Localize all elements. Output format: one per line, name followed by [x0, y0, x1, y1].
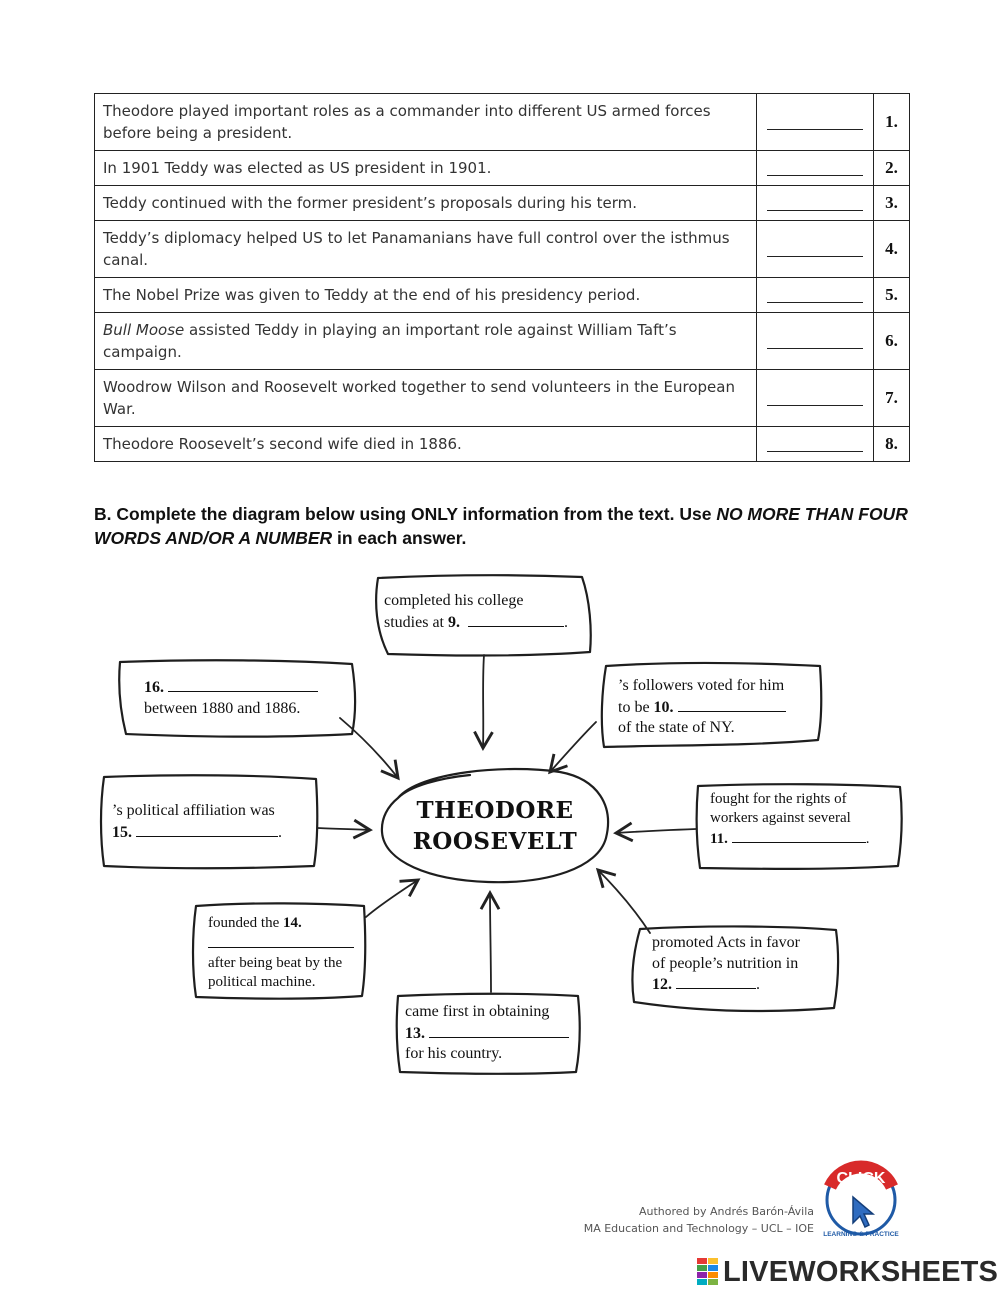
box-10-line-2: to be [618, 698, 654, 716]
arrow-from-box-9 [483, 655, 484, 748]
box-12-line-2: of people’s nutrition in [652, 954, 799, 972]
question-number: 6. [874, 313, 910, 370]
box-10-line-1: ’s followers voted for him [618, 677, 785, 694]
answer-14-blank[interactable] [208, 933, 354, 948]
question-16-number: 16. [144, 679, 164, 696]
liveworksheets-brand [697, 1255, 998, 1289]
statement-body: Teddy’s diplomacy helped US to let Panamanians have full control over the isthmus canal. [103, 229, 730, 269]
statement-italic: Bull Moose [103, 321, 185, 339]
box-12-end: . [756, 976, 760, 993]
statement-body: Teddy continued with the former president’s proposals during his term. [103, 194, 638, 212]
section-b-emphasis: NO MORE THAN FOUR WORDS AND/OR A NUMBER [94, 504, 908, 548]
arrow-from-box-11 [616, 829, 696, 833]
click-logo-subtitle: LEARNING & PRACTICE [823, 1231, 899, 1238]
box-9-line-1: completed his college [384, 592, 524, 609]
author-name: Authored by Andrés Barón-Ávila [638, 1205, 814, 1218]
box-11-line-2: workers against several [710, 810, 851, 826]
box-15 [112, 801, 282, 843]
question-number: 4. [874, 221, 910, 278]
box-12 [652, 933, 800, 996]
section-b-text-2: in each answer. [332, 528, 467, 548]
box-14-line-3: after being beat by the [208, 955, 343, 971]
answer-10-blank[interactable] [678, 697, 786, 712]
center-title-line-1: THEODORE [416, 797, 574, 824]
answer-12-blank[interactable] [676, 974, 756, 989]
author-degree: MA Education and Technology – UCL – IOE [583, 1222, 814, 1235]
arrow-from-box-10 [550, 722, 596, 772]
question-10-number: 10. [653, 698, 674, 716]
section-b-text-1: B. Complete the diagram below using ONLY information from the text. Use [94, 504, 717, 524]
arrow-from-box-16 [340, 718, 398, 778]
question-number: 8. [874, 427, 910, 462]
statement-body: Theodore Roosevelt’s second wife died in 1886. [103, 435, 462, 453]
liveworksheets-logo-icon [697, 1257, 719, 1287]
box-15-line-1: ’s political affiliation was [112, 802, 275, 819]
center-title-line-2: ROOSEVELT [412, 828, 578, 855]
answer-11-blank[interactable] [732, 828, 866, 843]
question-number: 5. [874, 278, 910, 313]
box-15-end: . [278, 823, 282, 841]
statement-body: In 1901 Teddy was elected as US president in 1901. [103, 159, 492, 177]
box-13-line-1: came first in obtaining [405, 1003, 550, 1020]
box-13-line-3: for his country. [405, 1045, 503, 1062]
statement-body: Theodore played important roles as a commander into different US armed forces before being a president. [103, 102, 711, 142]
box-11-line-1: fought for the rights of [710, 791, 847, 807]
question-number: 1. [874, 94, 910, 151]
click-logo-word: CLICK [836, 1170, 886, 1187]
author-credit [584, 1203, 814, 1237]
arrow-from-box-14 [366, 880, 418, 917]
answer-9-blank[interactable] [468, 612, 564, 627]
click-learning-logo [820, 1157, 902, 1239]
arrow-from-box-15 [318, 828, 370, 830]
question-13-number: 13. [405, 1024, 425, 1042]
question-number: 7. [874, 370, 910, 427]
box-14-line-4: political machine. [208, 974, 316, 990]
box-9-line-2: studies at [384, 613, 448, 631]
liveworksheets-wordmark: LIVEWORKSHEETS [723, 1255, 999, 1288]
answer-13-blank[interactable] [429, 1023, 569, 1038]
question-9-number: 9. [448, 613, 460, 631]
statement-body: The Nobel Prize was given to Teddy at the end of his presidency period. [103, 286, 641, 304]
box-16-line-2: between 1880 and 1886. [144, 699, 301, 717]
question-15-number: 15. [112, 823, 132, 841]
question-number: 2. [874, 151, 910, 186]
statement-body: Woodrow Wilson and Roosevelt worked together to send volunteers in the European War. [103, 378, 735, 418]
statement-body: assisted Teddy in playing an important role against William Taft’s campaign. [103, 321, 677, 361]
diagram-center-title [388, 795, 602, 857]
box-9-end: . [564, 613, 568, 631]
box-10-line-3: of the state of NY. [618, 719, 735, 736]
question-12-number: 12. [652, 976, 672, 993]
box-11-end: . [865, 831, 870, 847]
box-13 [405, 1002, 569, 1065]
arrow-from-box-12 [598, 870, 650, 933]
answer-16-blank[interactable] [168, 677, 318, 692]
question-14-number: 14. [282, 915, 302, 931]
question-number: 3. [874, 186, 910, 221]
box-9 [384, 591, 568, 633]
answer-15-blank[interactable] [136, 822, 278, 837]
box-11 [710, 790, 869, 849]
box-14-line-1: founded the [208, 915, 283, 931]
question-11-number: 11. [710, 831, 728, 847]
box-12-line-1: promoted Acts in favor [652, 934, 800, 951]
arrow-from-box-13 [490, 893, 491, 992]
box-14 [208, 914, 354, 992]
box-16 [144, 677, 318, 719]
box-10 [618, 676, 786, 739]
